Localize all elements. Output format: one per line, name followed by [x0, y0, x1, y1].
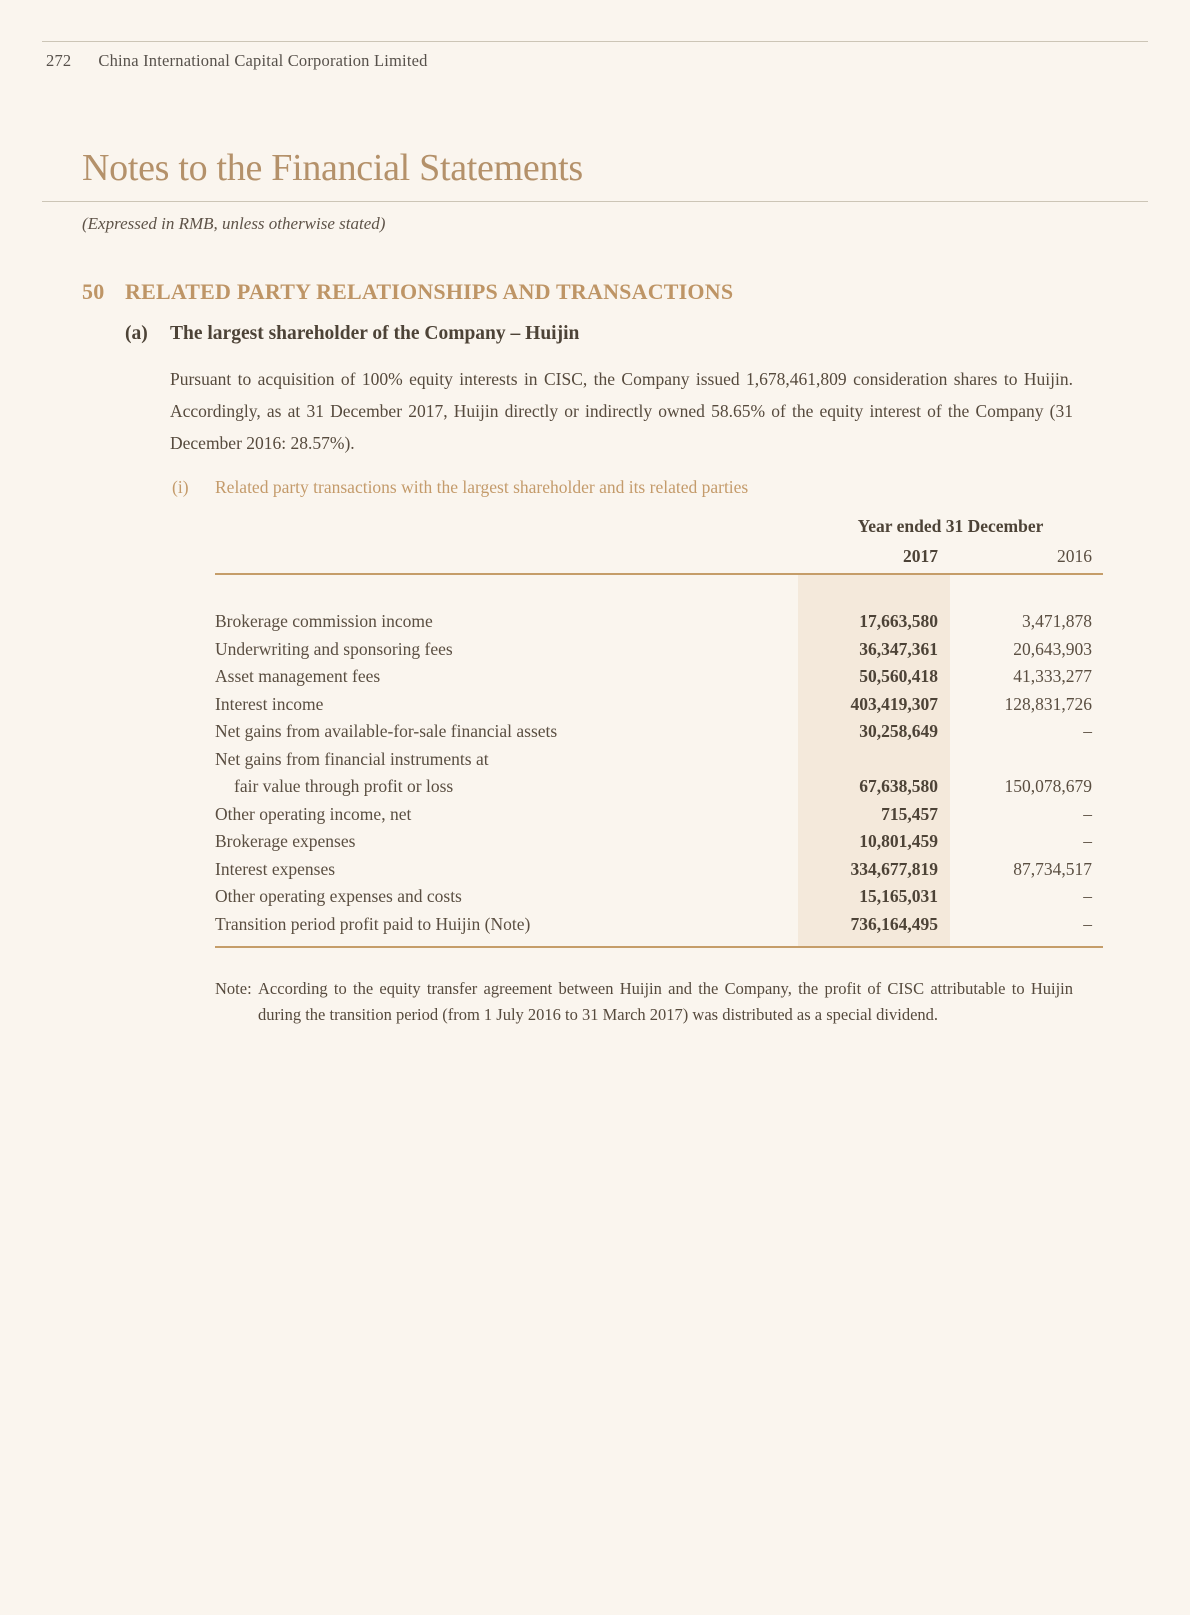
subsubsection-label: (i)	[172, 477, 189, 497]
column-header-2017: 2017	[903, 546, 938, 566]
row-value-2017: 36,347,361	[798, 636, 950, 664]
table-row	[215, 636, 1103, 664]
section-number: 50	[82, 279, 105, 304]
table-year-row	[215, 544, 1103, 568]
row-label: Underwriting and sponsoring fees	[215, 638, 453, 659]
row-value-2017: 30,258,649	[798, 718, 950, 746]
row-value-2016: 150,078,679	[1004, 776, 1092, 797]
table-row	[215, 856, 1103, 884]
column-header-2016: 2016	[1057, 546, 1092, 566]
table-row	[215, 746, 1103, 774]
table-row	[215, 608, 1103, 636]
table-row	[215, 773, 1103, 801]
table-row	[215, 691, 1103, 719]
table-period-header: Year ended 31 December	[857, 516, 1044, 536]
subsection-heading	[125, 321, 1190, 347]
row-value-2017: 403,419,307	[798, 691, 950, 719]
row-label: Interest expenses	[215, 858, 336, 879]
row-label: Brokerage commission income	[215, 611, 433, 632]
row-label: Other operating expenses and costs	[215, 886, 462, 907]
related-party-table	[215, 514, 1103, 948]
document-title: Notes to the Financial Statements	[82, 147, 583, 189]
table-row	[215, 801, 1103, 829]
row-label: Brokerage expenses	[215, 831, 356, 852]
table-row	[215, 718, 1103, 746]
row-label: Net gains from available-for-sale financial assets	[215, 721, 558, 742]
row-label: Transition period profit paid to Huijin (Note)	[215, 913, 531, 934]
row-value-2016: 3,471,878	[1022, 611, 1092, 632]
row-value-2016: 41,333,277	[1013, 666, 1092, 687]
row-label: Net gains from financial instruments at	[215, 748, 489, 769]
subsubsection-title: Related party transactions with the largest shareholder and its related parties	[215, 477, 749, 497]
row-value-2017: 15,165,031	[798, 883, 950, 911]
subsection-title: The largest shareholder of the Company – Huijin	[170, 323, 580, 344]
row-value-2016: 87,734,517	[1013, 858, 1092, 879]
row-value-2016: 20,643,903	[1013, 638, 1092, 659]
table-row	[215, 663, 1103, 691]
shaded-column-band	[798, 575, 950, 608]
row-value-2017: 67,638,580	[798, 773, 950, 801]
row-value-2016: –	[1083, 886, 1092, 907]
row-label: Other operating income, net	[215, 803, 412, 824]
company-name: China International Capital Corporation Limited	[98, 51, 428, 70]
subsubsection-heading	[172, 475, 1190, 500]
body-paragraph: Pursuant to acquisition of 100% equity interests in CISC, the Company issued 1,678,461,809 consideration shares to Huijin. Accordingly, as at 31 December 2017, Huijin directly or indirectly owned 58.65% of the equity interest of the Company (31 December 2016: 28.57%).	[170, 369, 1073, 453]
footnote-text: According to the equity transfer agreement between Huijin and the Company, the profit of CISC attributable to Huijin during the transition period (from 1 July 2016 to 31 March 2017) was distributed as a special dividend.	[258, 979, 1073, 1024]
page-number: 272	[46, 51, 72, 70]
row-value-2017	[798, 746, 950, 774]
row-value-2016: 128,831,726	[1004, 693, 1092, 714]
footnote	[215, 976, 1073, 1028]
currency-statement: (Expressed in RMB, unless otherwise stated)	[82, 214, 386, 233]
row-value-2016: –	[1083, 721, 1092, 742]
table-row	[215, 828, 1103, 856]
row-value-2016: –	[1083, 913, 1092, 934]
row-label: fair value through profit or loss	[234, 776, 454, 797]
table-row	[215, 883, 1103, 911]
row-value-2016: –	[1083, 831, 1092, 852]
shaded-column-band	[798, 938, 950, 946]
row-value-2016: –	[1083, 803, 1092, 824]
row-value-2017: 715,457	[798, 801, 950, 829]
table-row	[215, 911, 1103, 939]
footnote-label: Note:	[215, 979, 252, 998]
table-bottom-rule	[215, 946, 1103, 948]
row-label: Asset management fees	[215, 666, 381, 687]
subsection-label: (a)	[125, 323, 148, 344]
table-spacer	[215, 938, 1103, 946]
section-heading	[82, 279, 1190, 305]
row-value-2017: 50,560,418	[798, 663, 950, 691]
row-label: Interest income	[215, 693, 324, 714]
table-spacer	[215, 575, 1103, 608]
row-value-2017: 334,677,819	[798, 856, 950, 884]
row-value-2017: 736,164,495	[798, 911, 950, 939]
row-value-2017: 10,801,459	[798, 828, 950, 856]
row-value-2017: 17,663,580	[798, 608, 950, 636]
section-title: RELATED PARTY RELATIONSHIPS AND TRANSACTIONS	[125, 279, 734, 304]
